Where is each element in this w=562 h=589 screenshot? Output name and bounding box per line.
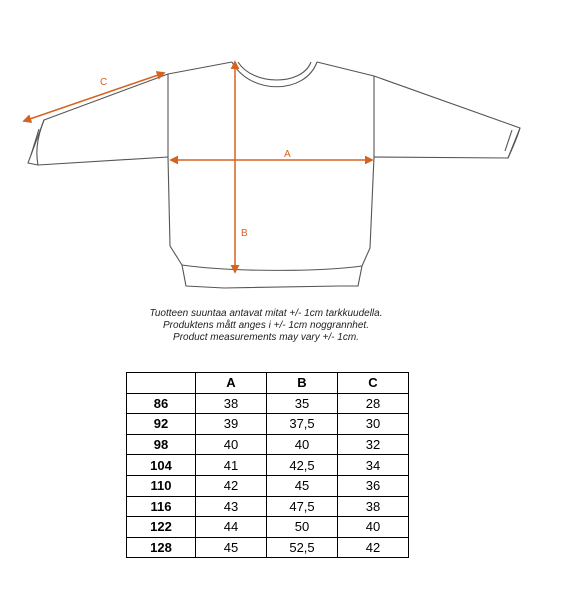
table-header-row bbox=[127, 373, 409, 394]
table-row bbox=[127, 434, 409, 455]
value-cell-b: 42,5 bbox=[267, 455, 338, 476]
sweater-outline bbox=[28, 62, 520, 288]
value-cell-a: 43 bbox=[196, 496, 267, 517]
value-cell-c: 28 bbox=[338, 393, 409, 414]
value-cell-b: 50 bbox=[267, 517, 338, 538]
value-cell-c: 30 bbox=[338, 414, 409, 435]
right-cuff-seam bbox=[508, 128, 520, 158]
table-row bbox=[127, 517, 409, 538]
table-row bbox=[127, 537, 409, 558]
size-cell: 104 bbox=[127, 455, 196, 476]
size-cell: 98 bbox=[127, 434, 196, 455]
size-table bbox=[126, 372, 409, 558]
value-cell-a: 42 bbox=[196, 475, 267, 496]
collar-rib-line bbox=[238, 62, 311, 80]
size-cell: 116 bbox=[127, 496, 196, 517]
value-cell-c: 42 bbox=[338, 537, 409, 558]
right-cuff-rib bbox=[505, 130, 512, 151]
value-cell-a: 39 bbox=[196, 414, 267, 435]
note-swedish: Produktens mått anges i +/- 1cm noggrannhet. bbox=[163, 320, 369, 331]
dimension-label-a: A bbox=[284, 149, 291, 160]
table-row bbox=[127, 414, 409, 435]
table-row bbox=[127, 455, 409, 476]
value-cell-b: 47,5 bbox=[267, 496, 338, 517]
table-header-c: C bbox=[338, 373, 409, 394]
value-cell-c: 38 bbox=[338, 496, 409, 517]
value-cell-c: 36 bbox=[338, 475, 409, 496]
value-cell-a: 38 bbox=[196, 393, 267, 414]
hem-seam bbox=[182, 265, 362, 270]
value-cell-b: 37,5 bbox=[267, 414, 338, 435]
value-cell-a: 44 bbox=[196, 517, 267, 538]
size-cell: 128 bbox=[127, 537, 196, 558]
note-finnish: Tuotteen suuntaa antavat mitat +/- 1cm tarkkuudella. bbox=[149, 308, 383, 319]
left-cuff-seam bbox=[37, 120, 44, 165]
value-cell-b: 45 bbox=[267, 475, 338, 496]
dimension-label-c: C bbox=[100, 77, 108, 88]
value-cell-c: 32 bbox=[338, 434, 409, 455]
size-cell: 92 bbox=[127, 414, 196, 435]
value-cell-c: 40 bbox=[338, 517, 409, 538]
size-cell: 110 bbox=[127, 475, 196, 496]
size-cell: 122 bbox=[127, 517, 196, 538]
sweater-body-outline bbox=[28, 62, 520, 288]
table-row bbox=[127, 496, 409, 517]
table-header-b: B bbox=[267, 373, 338, 394]
collar-outline bbox=[232, 62, 317, 87]
dimension-label-b: B bbox=[241, 228, 248, 239]
note-english: Product measurements may vary +/- 1cm. bbox=[173, 332, 359, 343]
measurement-notes bbox=[0, 308, 532, 344]
table-row bbox=[127, 393, 409, 414]
value-cell-a: 41 bbox=[196, 455, 267, 476]
dimension-lines bbox=[24, 62, 372, 272]
value-cell-c: 34 bbox=[338, 455, 409, 476]
dimension-line-c bbox=[24, 73, 164, 121]
size-cell: 86 bbox=[127, 393, 196, 414]
value-cell-a: 45 bbox=[196, 537, 267, 558]
table-row bbox=[127, 475, 409, 496]
table-header-a: A bbox=[196, 373, 267, 394]
value-cell-b: 52,5 bbox=[267, 537, 338, 558]
value-cell-a: 40 bbox=[196, 434, 267, 455]
table-header-size bbox=[127, 373, 196, 394]
value-cell-b: 40 bbox=[267, 434, 338, 455]
value-cell-b: 35 bbox=[267, 393, 338, 414]
